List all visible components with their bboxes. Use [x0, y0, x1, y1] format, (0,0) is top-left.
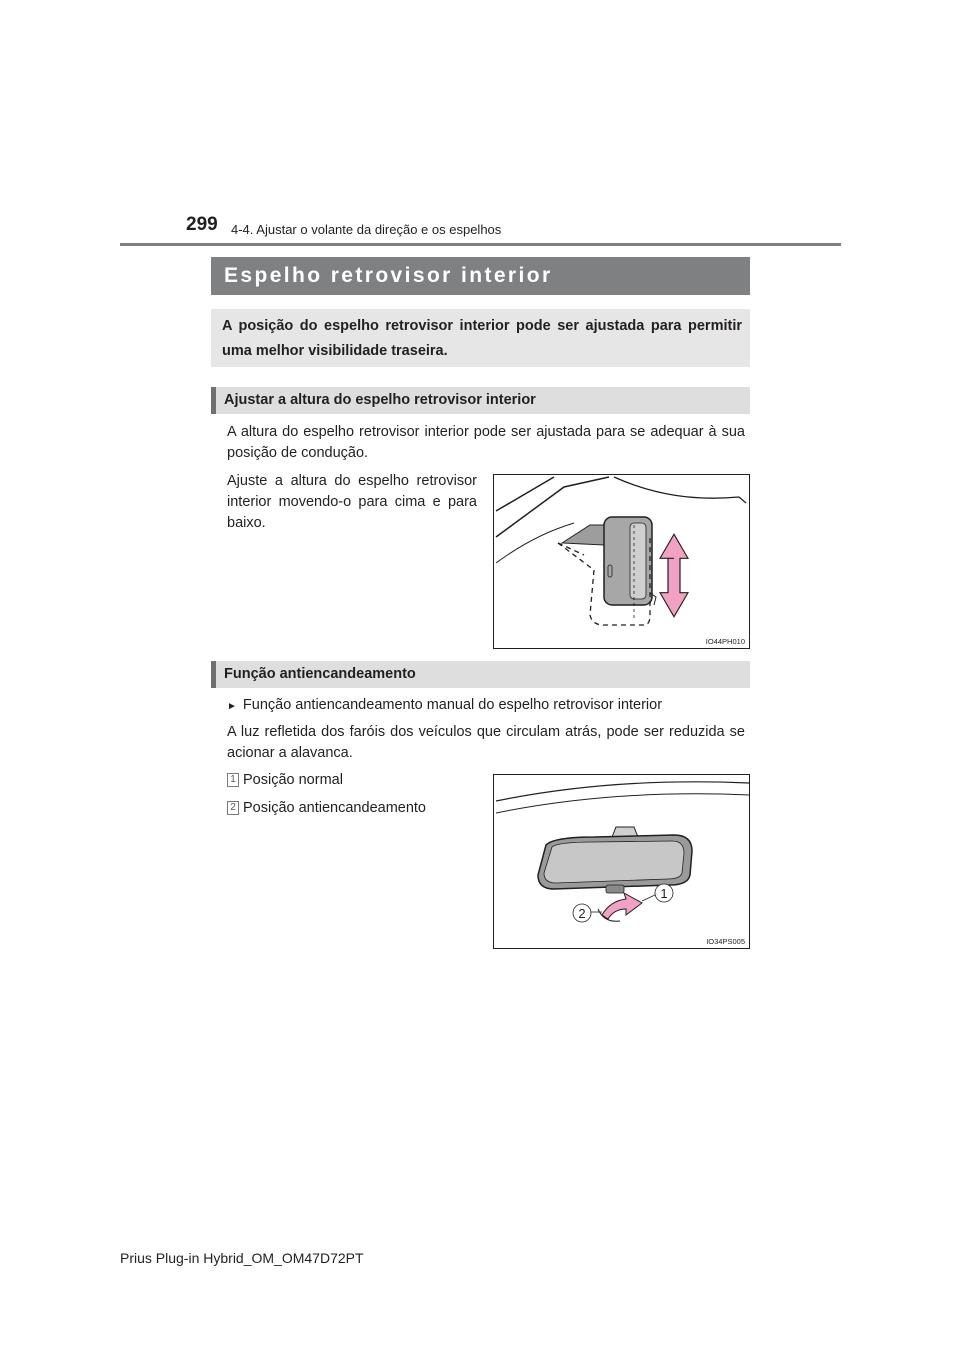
item-normal-position: Posição normal: [243, 772, 343, 788]
lever-arrow-icon: [602, 893, 642, 919]
figure-code: IO44PH010: [705, 637, 745, 646]
height-instruction: Ajuste a altura do espelho retrovisor interior movendo-o para cima e para baixo.: [227, 473, 477, 531]
subheading-height: Ajustar a altura do espelho retrovisor interior: [211, 387, 750, 414]
antiglare-paragraph: A luz refletida dos faróis dos veículos que circulam atrás, pode ser reduzida se acionar a alavanca.: [227, 724, 745, 761]
callout-1-label: 1: [660, 886, 668, 901]
item-number-badge: 1: [227, 773, 239, 787]
section-title: Espelho retrovisor interior: [211, 257, 750, 295]
height-paragraph: A altura do espelho retrovisor interior pode ser ajustada para se adequar à sua posição de condução.: [227, 424, 745, 461]
subheading-antiglare: Função antiencandeamento: [211, 661, 750, 688]
antiglare-mirror-illustration: [494, 775, 749, 948]
item-number-badge: 2: [227, 801, 239, 815]
bullet-arrow-icon: ►: [227, 701, 237, 712]
item-antiglare-position: Posição antiencandeamento: [243, 800, 426, 816]
header-rule: [120, 243, 841, 246]
mirror-height-illustration: [494, 475, 749, 648]
page-number: 299: [186, 214, 218, 235]
up-down-arrow-icon: [660, 534, 688, 617]
mirror-height-figure: [493, 474, 750, 649]
footer-doc-id: Prius Plug-in Hybrid_OM_OM47D72PT: [120, 1250, 364, 1266]
figure-code: IO34PS005: [706, 937, 745, 946]
antiglare-bullet: [227, 695, 745, 717]
bullet-text: Função antiencandeamento manual do espelho retrovisor interior: [242, 697, 663, 713]
antiglare-figure: [493, 774, 750, 949]
intro-box: A posição do espelho retrovisor interior pode ser ajustada para permitir uma melhor visibilidade traseira.: [211, 309, 750, 367]
callout-2-label: 2: [578, 906, 586, 921]
running-header: 4-4. Ajustar o volante da direção e os espelhos: [231, 222, 502, 237]
